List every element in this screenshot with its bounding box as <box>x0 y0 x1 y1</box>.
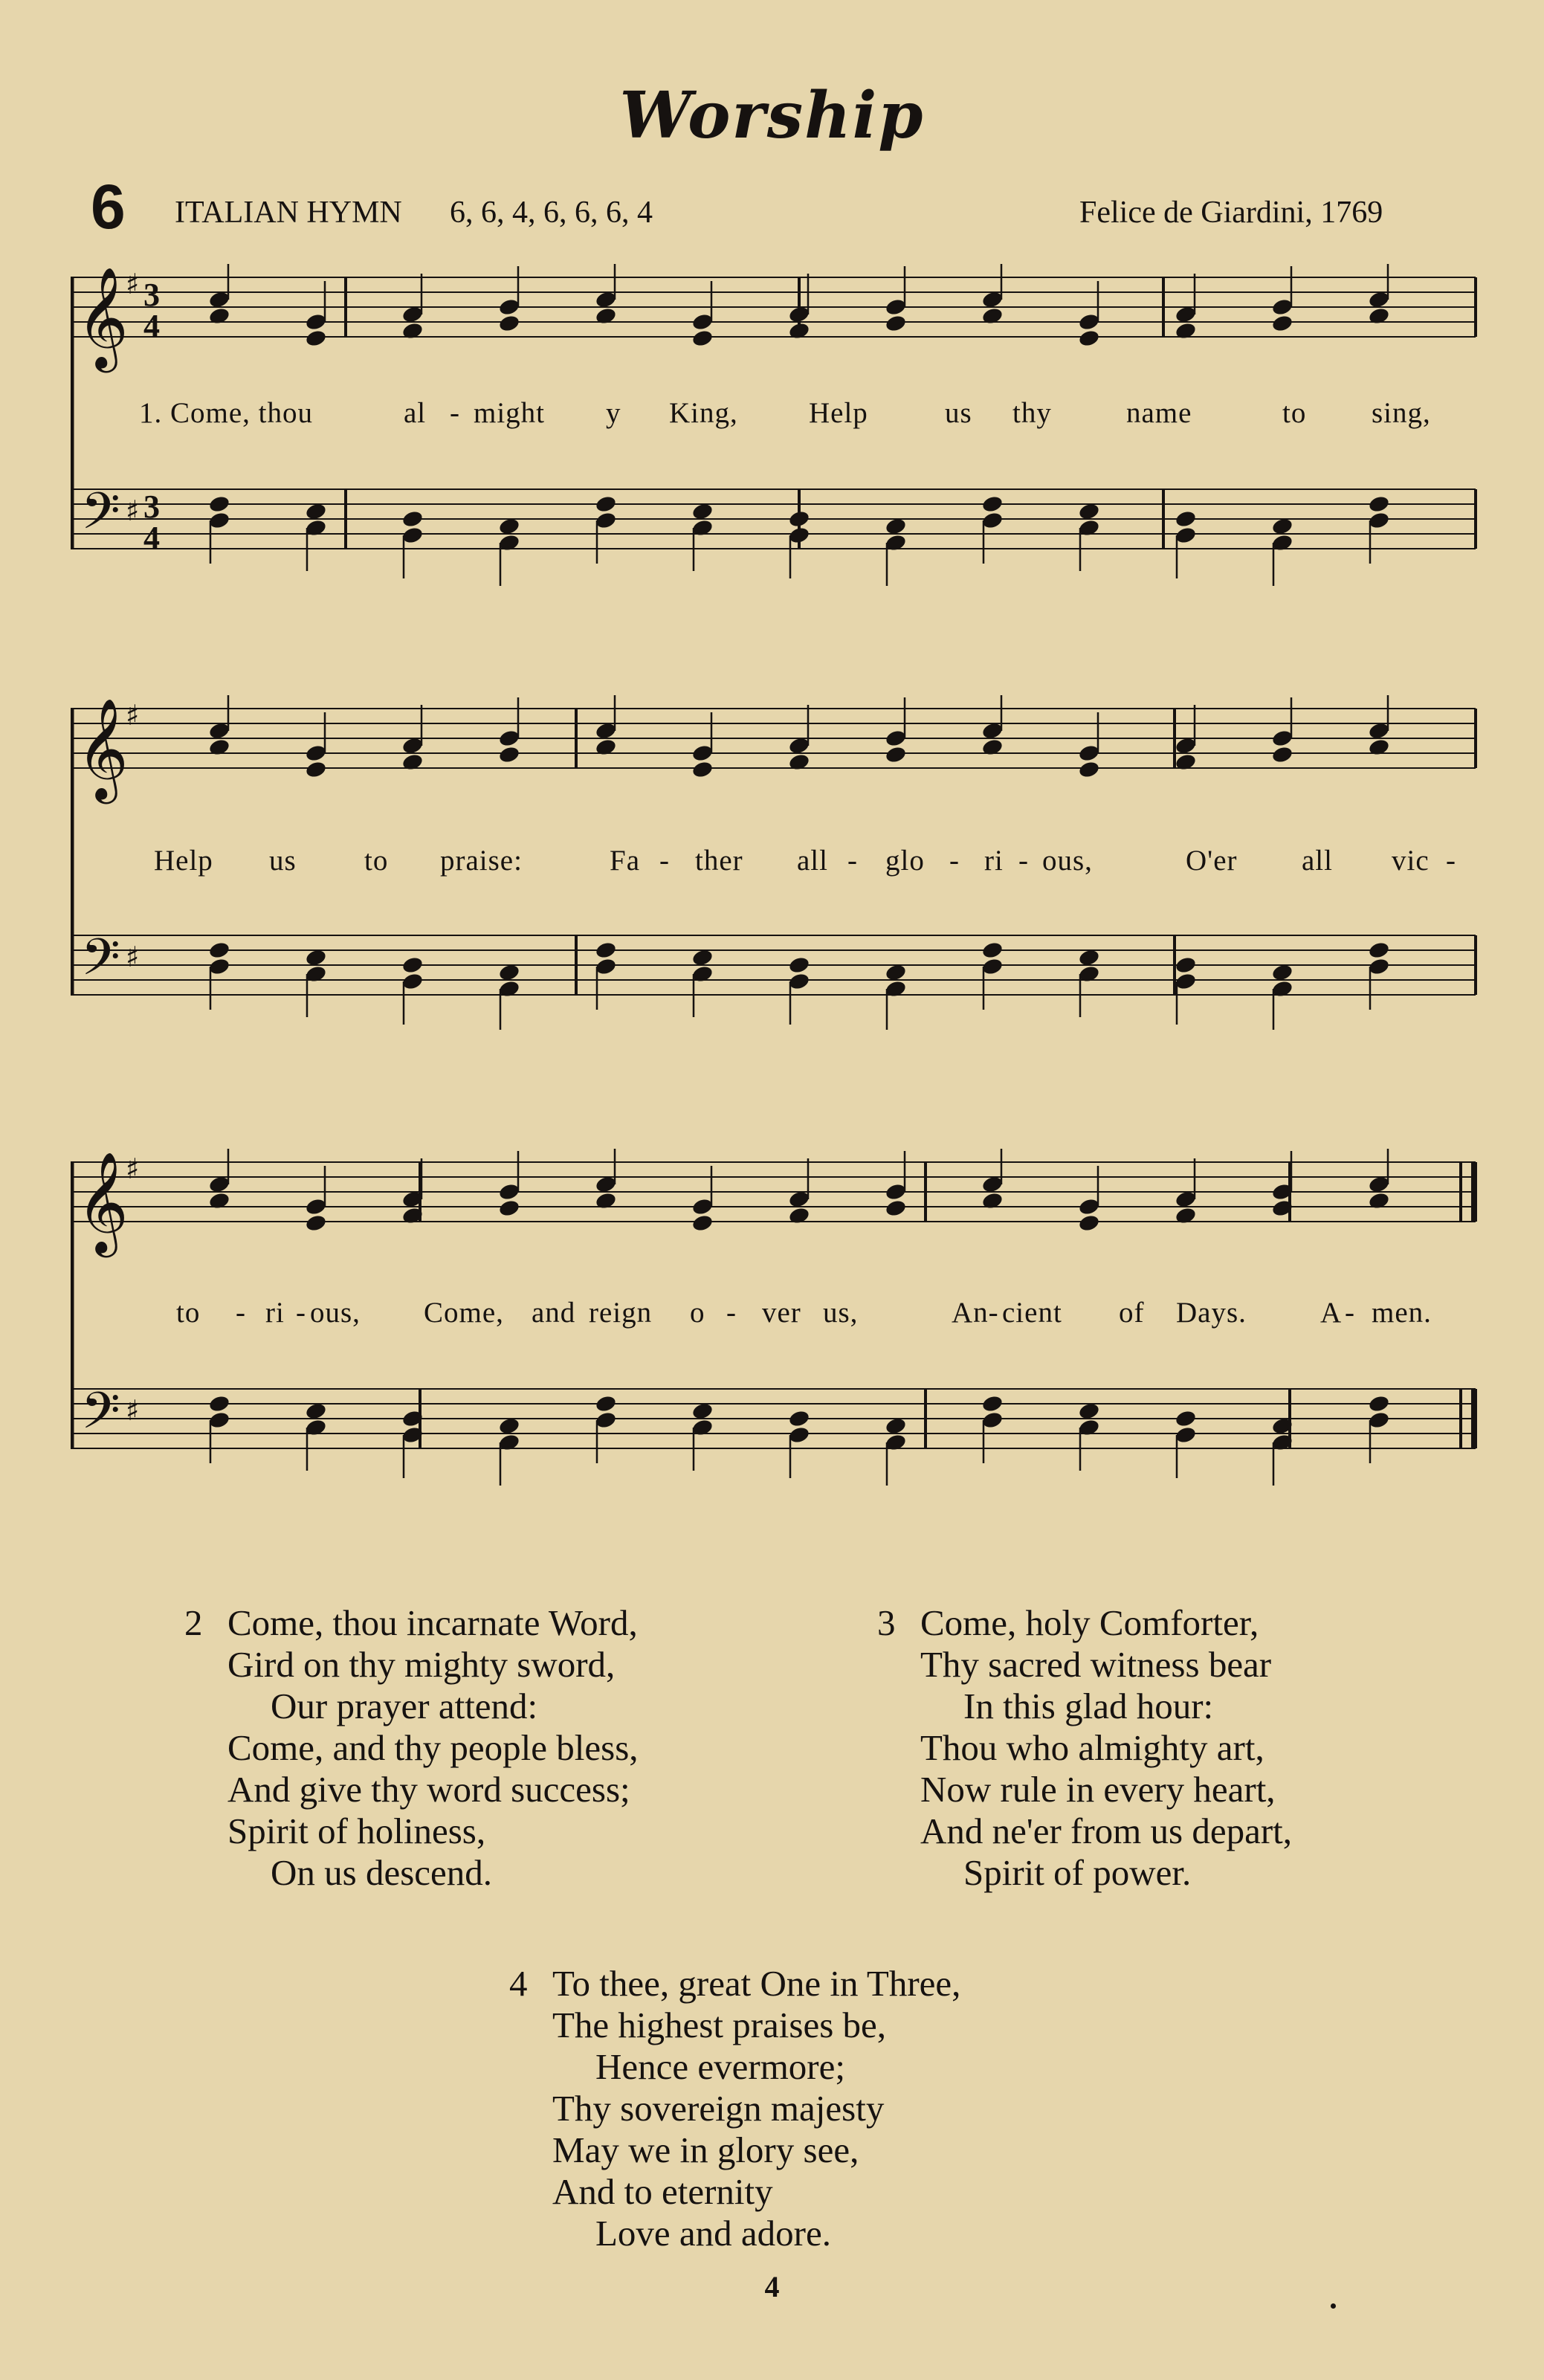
lyric-syllable: - <box>847 845 858 877</box>
music-system-2 <box>71 695 1479 1030</box>
lyric-syllable: Help <box>154 845 213 877</box>
lyric-row-3 <box>71 1296 1479 1341</box>
note-head <box>788 972 811 991</box>
verse-3 <box>877 1602 1292 1894</box>
note-head <box>498 979 521 999</box>
note-head <box>305 1197 328 1216</box>
note-head <box>208 1394 231 1413</box>
verse-line: Spirit of holiness, <box>227 1810 486 1851</box>
note-head <box>401 526 424 545</box>
verse-line: Hence evermore; <box>595 2046 845 2087</box>
note-head <box>788 955 811 975</box>
lyric-syllable: - <box>659 845 670 877</box>
lyric-syllable: reign <box>589 1297 653 1329</box>
note-head <box>305 1213 328 1233</box>
note-head <box>498 314 521 333</box>
time-signature-top: 3 <box>143 277 160 313</box>
note-head <box>498 729 521 748</box>
lyric-syllable: - <box>949 845 960 877</box>
note-head <box>208 941 231 960</box>
note-head <box>305 1418 328 1437</box>
note-head <box>1368 511 1391 530</box>
lyric-syllable: sing, <box>1372 397 1431 429</box>
verse-line: And ne'er from us depart, <box>920 1810 1293 1851</box>
note-head <box>1078 1418 1101 1437</box>
lyric-syllable: thy <box>1012 397 1052 429</box>
note-head <box>691 312 714 332</box>
note-head <box>1175 1206 1198 1225</box>
note-head <box>788 1425 811 1445</box>
lyric-syllable: name <box>1126 397 1192 429</box>
note-head <box>1175 509 1198 529</box>
lyric-syllable: us <box>269 845 297 877</box>
lyric-syllable: praise: <box>440 845 523 877</box>
note-head <box>885 314 908 333</box>
sharp-icon: ♯ <box>126 699 140 732</box>
tune-name: ITALIAN HYMN <box>175 196 402 230</box>
note-head <box>788 752 811 772</box>
bass-clef-icon: 𝄢 <box>81 1382 120 1453</box>
note-head <box>1175 1409 1198 1428</box>
sharp-icon: ♯ <box>126 1394 140 1427</box>
note-head <box>208 738 231 757</box>
print-speck <box>1331 2303 1336 2309</box>
sharp-icon: ♯ <box>126 1152 140 1185</box>
lyric-syllable: o <box>690 1297 705 1329</box>
note-head <box>1271 533 1294 552</box>
note-head <box>1368 957 1391 976</box>
note-head <box>498 1433 521 1452</box>
time-signature-bottom: 4 <box>143 520 160 556</box>
note-head <box>208 511 231 530</box>
note-head <box>885 979 908 999</box>
verse-line: Gird on thy mighty sword, <box>227 1644 616 1685</box>
composer-credit: Felice de Giardini, 1769 <box>1079 196 1383 230</box>
note-head <box>498 745 521 764</box>
note-head <box>1078 329 1101 348</box>
lyric-syllable: An- <box>952 1297 999 1329</box>
lyric-syllable: - <box>1345 1297 1355 1329</box>
section-title: Worship <box>619 78 925 153</box>
note-head <box>885 297 908 317</box>
note-head <box>1368 1410 1391 1430</box>
verse-line: 4 To thee, great One in Three, <box>509 1963 961 2004</box>
note-head <box>1368 738 1391 757</box>
hymn-number: 6 <box>91 172 126 242</box>
lyric-syllable: - <box>296 1297 306 1329</box>
verse-4 <box>509 1963 960 2254</box>
verse-number: 4 <box>509 1963 528 2004</box>
verse-line: Spirit of power. <box>963 1852 1192 1893</box>
verse-line: And give thy word success; <box>227 1769 630 1810</box>
note-head <box>595 494 618 514</box>
note-head <box>1078 1197 1101 1216</box>
lyric-syllable: glo <box>885 845 925 877</box>
lyric-syllable: - <box>1018 845 1029 877</box>
verse-line: Now rule in every heart, <box>920 1769 1276 1810</box>
note-head <box>885 1182 908 1202</box>
bass-clef-icon: 𝄢 <box>81 483 120 553</box>
verse-line: Thou who almighty art, <box>920 1727 1264 1768</box>
note-head <box>1175 526 1198 545</box>
note-head <box>885 533 908 552</box>
verse-line: 2 Come, thou incarnate Word, <box>184 1602 638 1643</box>
lyric-syllable: - <box>236 1297 246 1329</box>
time-signature-top: 3 <box>143 488 160 525</box>
note-head <box>788 1409 811 1428</box>
note-head <box>691 760 714 779</box>
lyric-syllable: - <box>726 1297 737 1329</box>
lyric-syllable: ri <box>984 845 1004 877</box>
note-head <box>208 957 231 976</box>
note-head <box>208 306 231 326</box>
note-head <box>981 1410 1004 1430</box>
note-head <box>595 306 618 326</box>
note-head <box>691 1197 714 1216</box>
note-head <box>401 955 424 975</box>
verse-line: In this glad hour: <box>963 1686 1214 1726</box>
note-head <box>788 321 811 341</box>
note-head <box>1175 972 1198 991</box>
lyric-syllable: Help <box>809 397 868 429</box>
note-head <box>788 1206 811 1225</box>
verse-line: Love and adore. <box>595 2213 831 2254</box>
lyric-syllable: Come, <box>424 1297 504 1329</box>
lyric-syllable: ous, <box>1042 845 1093 877</box>
lyric-syllable: ri <box>265 1297 285 1329</box>
note-head <box>1368 494 1391 514</box>
treble-clef-icon: 𝄞 <box>77 265 129 368</box>
verse-2 <box>184 1602 639 1894</box>
verse-line: The highest praises be, <box>552 2005 887 2045</box>
lyric-syllable: ver <box>762 1297 801 1329</box>
lyric-syllable: to <box>1282 397 1307 429</box>
lyric-syllable: King, <box>669 397 738 429</box>
lyric-syllable: vic <box>1392 845 1430 877</box>
note-head <box>1078 1213 1101 1233</box>
note-head <box>1271 729 1294 748</box>
note-head <box>885 729 908 748</box>
note-head <box>1368 1394 1391 1413</box>
note-head <box>401 972 424 991</box>
note-head <box>691 1213 714 1233</box>
note-head <box>401 509 424 529</box>
verse-line: On us descend. <box>271 1852 493 1893</box>
page-number: 4 <box>764 2270 780 2303</box>
lyric-syllable: 1. Come, thou <box>139 397 313 429</box>
note-head <box>1175 321 1198 341</box>
treble-clef-icon: 𝄞 <box>77 1150 129 1253</box>
note-head <box>595 1191 618 1210</box>
note-head <box>1175 955 1198 975</box>
sharp-icon: ♯ <box>126 494 140 527</box>
lyric-syllable: of <box>1119 1297 1145 1329</box>
note-head <box>981 941 1004 960</box>
lyric-syllable: cient <box>1002 1297 1062 1329</box>
note-head <box>498 1182 521 1202</box>
lyric-syllable: ther <box>695 845 743 877</box>
lyric-row-1 <box>71 396 1479 441</box>
note-head <box>691 1418 714 1437</box>
note-head <box>305 312 328 332</box>
note-head <box>1078 518 1101 538</box>
note-head <box>1175 1425 1198 1445</box>
note-head <box>1368 306 1391 326</box>
lyric-syllable: all <box>1302 845 1333 877</box>
verse-line: Thy sacred witness bear <box>920 1644 1272 1685</box>
verse-line: Come, and thy people bless, <box>227 1727 639 1768</box>
note-head <box>1078 964 1101 984</box>
note-head <box>885 1433 908 1452</box>
note-head <box>885 1199 908 1218</box>
note-head <box>1368 1191 1391 1210</box>
note-head <box>1271 297 1294 317</box>
note-head <box>981 1191 1004 1210</box>
note-head <box>305 744 328 763</box>
note-head <box>498 533 521 552</box>
verse-number: 2 <box>184 1602 203 1643</box>
note-head <box>981 306 1004 326</box>
verse-line: Our prayer attend: <box>271 1686 538 1726</box>
lyric-syllable: might <box>474 397 546 429</box>
note-head <box>305 518 328 538</box>
verse-number: 3 <box>877 1602 896 1643</box>
lyric-syllable: all <box>797 845 828 877</box>
note-head <box>595 738 618 757</box>
note-head <box>981 957 1004 976</box>
note-head <box>208 1191 231 1210</box>
verse-line: Thy sovereign majesty <box>552 2088 885 2129</box>
note-head <box>498 297 521 317</box>
note-head <box>1271 314 1294 333</box>
note-head <box>1271 979 1294 999</box>
note-head <box>208 1410 231 1430</box>
lyric-syllable: and <box>532 1297 576 1329</box>
lyric-syllable: ous, <box>310 1297 361 1329</box>
lyric-syllable: Fa <box>610 845 640 877</box>
note-head <box>691 518 714 538</box>
note-head <box>1078 312 1101 332</box>
lyric-syllable: - <box>450 397 460 429</box>
lyric-syllable: y <box>606 397 621 429</box>
lyric-syllable: us <box>945 397 972 429</box>
lyric-syllable: al <box>404 397 427 429</box>
treble-clef-icon: 𝄞 <box>77 697 129 799</box>
note-head <box>498 1199 521 1218</box>
note-head <box>981 738 1004 757</box>
note-head <box>885 745 908 764</box>
note-head <box>691 964 714 984</box>
lyric-syllable: - <box>1446 845 1456 877</box>
verse-line: May we in glory see, <box>552 2129 859 2170</box>
note-head <box>305 760 328 779</box>
note-head <box>1078 744 1101 763</box>
note-head <box>788 509 811 529</box>
lyric-row-2 <box>71 844 1479 889</box>
lyric-syllable: O'er <box>1186 845 1238 877</box>
note-head <box>595 1410 618 1430</box>
note-head <box>305 329 328 348</box>
lyric-syllable: to <box>364 845 389 877</box>
note-head <box>595 1394 618 1413</box>
note-head <box>1078 760 1101 779</box>
lyric-syllable: A <box>1320 1297 1343 1329</box>
note-head <box>691 329 714 348</box>
lyric-syllable: Days. <box>1176 1297 1247 1329</box>
lyric-syllable: men. <box>1372 1297 1432 1329</box>
note-head <box>1271 745 1294 764</box>
note-head <box>1368 941 1391 960</box>
lyric-syllable: to <box>176 1297 201 1329</box>
sharp-icon: ♯ <box>126 941 140 973</box>
note-head <box>788 526 811 545</box>
note-head <box>595 511 618 530</box>
time-signature-bottom: 4 <box>143 308 160 344</box>
music-system-3 <box>71 1149 1479 1491</box>
note-head <box>595 957 618 976</box>
music-system-1 <box>71 264 1479 599</box>
hymn-meter: 6, 6, 4, 6, 6, 6, 4 <box>450 196 653 230</box>
verse-line: 3 Come, holy Comforter, <box>877 1602 1259 1643</box>
note-head <box>1175 752 1198 772</box>
note-head <box>401 752 424 772</box>
note-head <box>981 1394 1004 1413</box>
lyric-syllable: us, <box>823 1297 859 1329</box>
note-head <box>981 494 1004 514</box>
note-head <box>305 964 328 984</box>
bass-clef-icon: 𝄢 <box>81 929 120 999</box>
note-head <box>691 744 714 763</box>
note-head <box>208 494 231 514</box>
sharp-icon: ♯ <box>126 268 140 300</box>
note-head <box>595 941 618 960</box>
verse-line: And to eternity <box>552 2171 773 2212</box>
note-head <box>981 511 1004 530</box>
note-head <box>401 321 424 341</box>
